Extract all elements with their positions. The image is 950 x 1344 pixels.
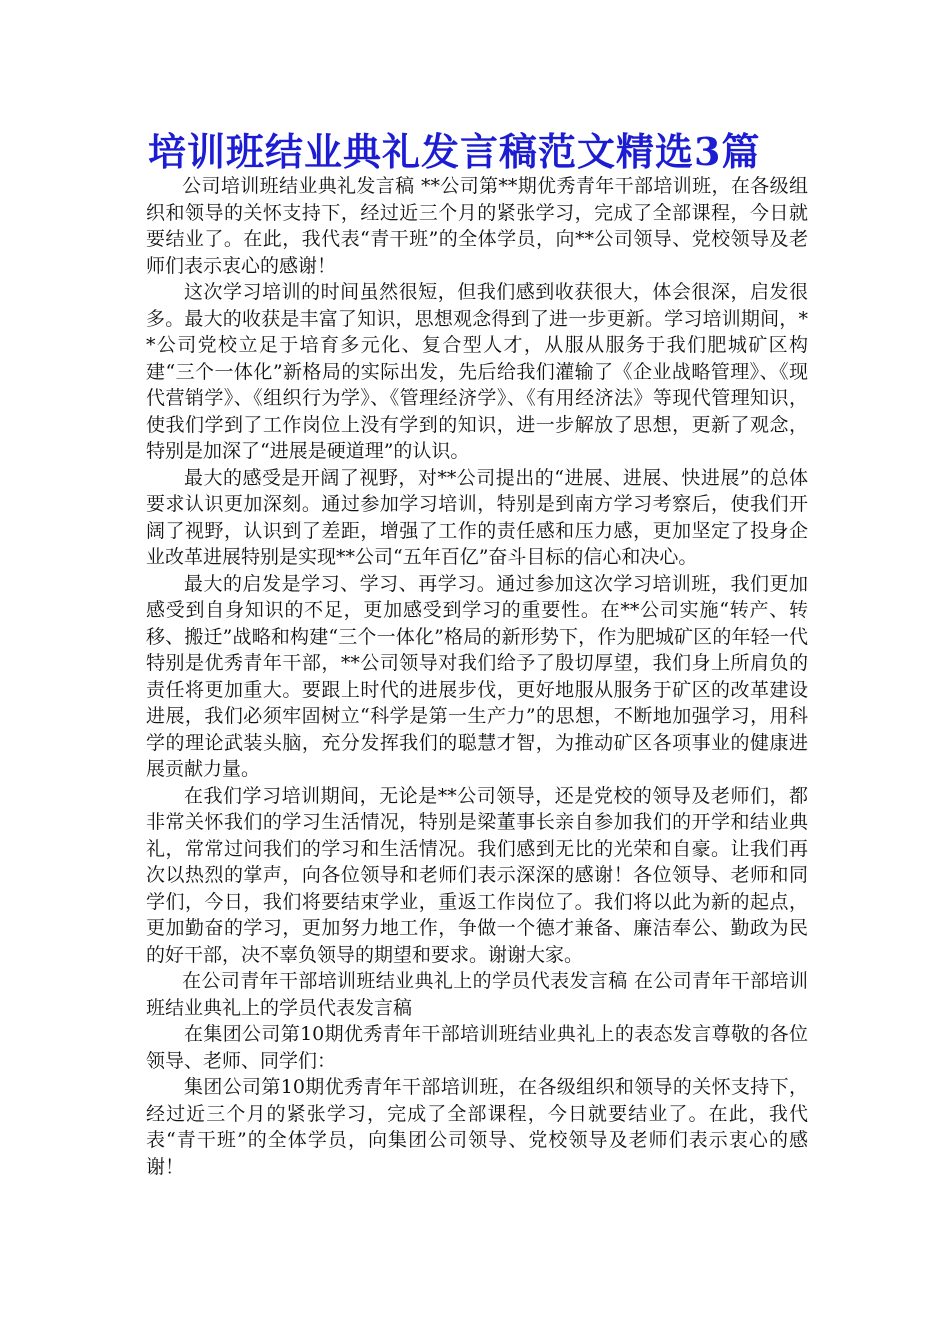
paragraph-6: 在公司青年干部培训班结业典礼上的学员代表发言稿 在公司青年干部培训班结业典礼上的学员代表发言稿 [146,970,808,1019]
paragraph-5: 在我们学习培训期间，无论是**公司领导，还是党校的领导及老师们，都非常关怀我们的学习生活情况，特别是梁董事长亲自参加我们的开学和结业典礼，常常过问我们的学习和生活情况。我们感到无比的光荣和自豪。让我们再次以热烈的掌声，向各位领导和老师们表示深深的感谢！各位领导、老师和同学们，今日，我们将要结束学业，重返工作岗位了。我们将以此为新的起点，更加勤奋的学习，更加努力地工作，争做一个德才兼备、廉洁奉公、勤政为民的好干部，决不辜负领导的期望和要求。谢谢大家。 [146,784,808,966]
paragraph-8: 集团公司第10期优秀青年干部培训班，在各级组织和领导的关怀支持下，经过近三个月的紧张学习，完成了全部课程，今日就要结业了。在此，我代表“青干班”的全体学员，向集团公司领导、党校领导及老师们表示衷心的感谢！ [146,1076,808,1178]
paragraph-2: 这次学习培训的时间虽然很短，但我们感到收获很大，体会很深，启发很多。最大的收获是丰富了知识，思想观念得到了进一步更新。学习培训期间，**公司党校立足于培育多元化、复合型人才，从服从服务于我们肥城矿区构建“三个一体化”新格局的实际出发，先后给我们灌输了《企业战略管理》、《现代营销学》、《组织行为学》、《管理经济学》、《有用经济法》等现代管理知识，使我们学到了工作岗位上没有学到的知识，进一步解放了思想，更新了观念，特别是加深了“进展是硬道理”的认识。 [146,281,808,462]
paragraph-4: 最大的启发是学习、学习、再学习。通过参加这次学习培训班，我们更加感受到自身知识的不足，更加感受到学习的重要性。在**公司实施“转产、转移、搬迁”战略和构建“三个一体化”格局的新形势下，作为肥城矿区的年轻一代特别是优秀青年干部，**公司领导对我们给予了殷切厚望，我们身上所肩负的责任将更加重大。要跟上时代的进展步伐，更好地服从服务于矿区的改革建设进展，我们必须牢固树立“科学是第一生产力”的思想，不断地加强学习，用科学的理论武装头脑，充分发挥我们的聪慧才智，为推动矿区各项事业的健康进展贡献力量。 [146,572,808,780]
document-body [146,173,808,1180]
paragraph-3: 最大的感受是开阔了视野，对**公司提出的“进展、进展、快进展”的总体要求认识更加深刻。通过参加学习培训，特别是到南方学习考察后，使我们开阔了视野，认识到了差距，增强了工作的责任感和压力感，更加坚定了投身企业改革进展特别是实现**公司“五年百亿”奋斗目标的信心和决心。 [146,466,808,568]
paragraph-1: 公司培训班结业典礼发言稿 **公司第**期优秀青年干部培训班，在各级组织和领导的关怀支持下，经过近三个月的紧张学习，完成了全部课程，今日就要结业了。在此，我代表“青干班”的全体学员，向**公司领导、党校领导及老师们表示衷心的感谢！ [146,175,808,277]
paragraph-7: 在集团公司第10期优秀青年干部培训班结业典礼上的表态发言尊敬的各位领导、老师、同学们： [146,1023,808,1072]
document-title: 培训班结业典礼发言稿范文精选3篇 [148,129,761,174]
